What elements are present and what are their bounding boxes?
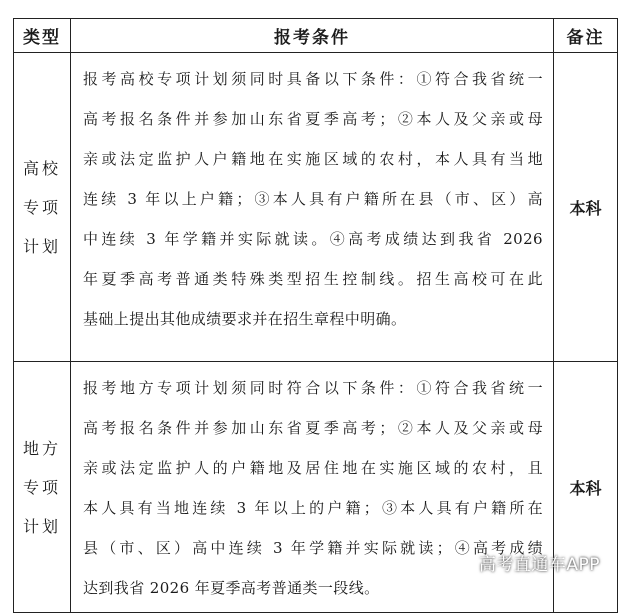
type-line: 专项 [22, 477, 61, 497]
condition-line: 本人具有当地连续 3 年以上的户籍；③本人具有户籍所在 [83, 499, 543, 517]
condition-line: 基础上提出其他成绩要求并在招生章程中明确。 [83, 310, 407, 328]
type-line: 计划 [22, 236, 61, 256]
type-line: 高校 [22, 158, 61, 178]
condition-line: 亲或法定监护人的户籍地及居住地在实施区域的农村，且 [83, 459, 543, 477]
type-line: 专项 [22, 197, 61, 217]
type-line: 计划 [22, 516, 61, 536]
note-cell: 本科 [554, 362, 618, 613]
condition-line: 报考高校专项计划须同时具备以下条件：①符合我省统一 [83, 70, 543, 88]
type-line: 地方 [22, 438, 61, 458]
header-condition: 报考条件 [71, 19, 554, 53]
table-row [14, 53, 618, 362]
condition-line: 报考地方专项计划须同时符合以下条件：①符合我省统一 [83, 379, 543, 397]
type-cell [14, 53, 71, 362]
condition-line: 县（市、区）高中连续 3 年学籍并实际就读；④高考成绩 [83, 539, 543, 557]
type-cell [14, 362, 71, 613]
header-type: 类型 [14, 19, 71, 53]
condition-line: 高考报名条件并参加山东省夏季高考；②本人及父亲或母 [83, 419, 543, 437]
table-header-row [14, 19, 618, 53]
condition-line: 连续 3 年以上户籍；③本人具有户籍所在县（市、区）高 [83, 190, 543, 208]
condition-cell [71, 53, 554, 362]
condition-line: 高考报名条件并参加山东省夏季高考；②本人及父亲或母 [83, 110, 543, 128]
condition-line: 亲或法定监护人户籍地在实施区域的农村，本人具有当地 [83, 150, 543, 168]
condition-line: 达到我省 2026 年夏季高考普通类一段线。 [83, 579, 380, 597]
watermark: 高考直通车APP [478, 555, 600, 575]
header-note: 备注 [554, 19, 618, 53]
admission-conditions-table [13, 18, 618, 613]
condition-line: 中连续 3 年学籍并实际就读。④高考成绩达到我省 2026 [83, 230, 543, 248]
note-cell: 本科 [554, 53, 618, 362]
condition-line: 年夏季高考普通类特殊类型招生控制线。招生高校可在此 [83, 270, 543, 288]
